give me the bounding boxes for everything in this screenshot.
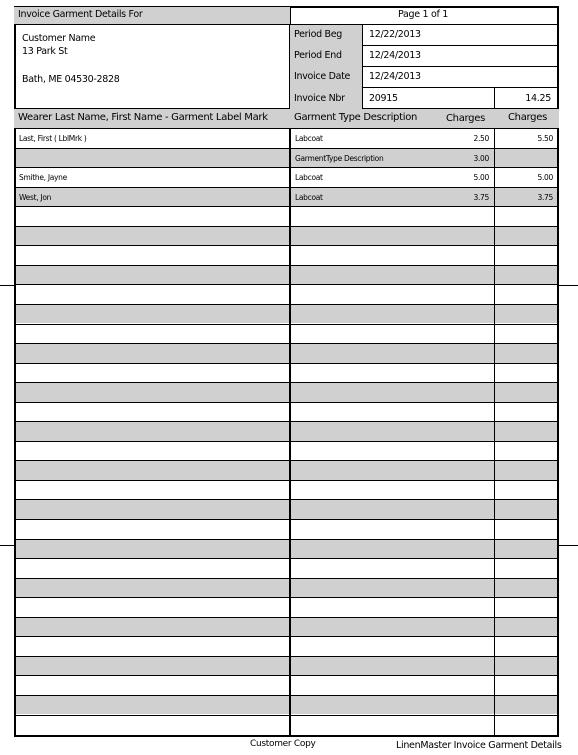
customer-copy-label: Customer Copy bbox=[250, 739, 316, 749]
invoice-nbr-value: 20915 bbox=[369, 93, 398, 104]
period-end-label: Period End bbox=[294, 50, 342, 61]
section-title: Invoice Garment Details For bbox=[18, 9, 143, 20]
row-2-garment: GarmentType Description bbox=[295, 154, 384, 163]
period-end-value: 12/24/2013 bbox=[369, 50, 421, 61]
fold-mark bbox=[559, 545, 578, 546]
page-label: Page 1 of 1 bbox=[398, 9, 449, 20]
fold-mark bbox=[0, 285, 14, 286]
row-4-wearer: West, Jon bbox=[19, 193, 52, 202]
row-1-wearer: Last, First ( LblMrk ) bbox=[19, 134, 87, 143]
column-charges-total: Charges bbox=[508, 112, 547, 123]
period-beg-value: 12/22/2013 bbox=[369, 29, 421, 40]
column-wearer: Wearer Last Name, First Name - Garment Label Mark bbox=[18, 112, 268, 123]
fold-mark bbox=[0, 545, 14, 546]
invoice-date-label: Invoice Date bbox=[294, 71, 351, 82]
row-3-garment: Labcoat bbox=[295, 173, 323, 182]
row-1-charge: 2.50 bbox=[473, 134, 489, 143]
invoice-total: 14.25 bbox=[525, 93, 551, 104]
row-4-total: 3.75 bbox=[537, 193, 553, 202]
invoice-date-value: 12/24/2013 bbox=[369, 71, 421, 82]
row-2-charge: 3.00 bbox=[473, 154, 489, 163]
customer-city: Bath, ME 04530-2828 bbox=[22, 74, 120, 85]
row-3-charge: 5.00 bbox=[473, 173, 489, 182]
report-title: LinenMaster Invoice Garment Details bbox=[396, 740, 562, 751]
column-garment: Garment Type Description bbox=[294, 112, 418, 123]
row-4-charge: 3.75 bbox=[473, 193, 489, 202]
row-3-total: 5.00 bbox=[537, 173, 553, 182]
column-charges: Charges bbox=[446, 113, 485, 124]
row-4-garment: Labcoat bbox=[295, 193, 323, 202]
period-beg-label: Period Beg bbox=[294, 29, 343, 40]
fold-mark bbox=[559, 285, 578, 286]
row-3-wearer: Smithe, Jayne bbox=[19, 173, 67, 182]
row-1-garment: Labcoat bbox=[295, 134, 323, 143]
column-divider bbox=[362, 24, 363, 109]
customer-street: 13 Park St bbox=[22, 46, 68, 57]
customer-name: Customer Name bbox=[22, 33, 96, 44]
row-1-total: 5.50 bbox=[537, 134, 553, 143]
column-divider bbox=[494, 87, 495, 737]
invoice-nbr-label: Invoice Nbr bbox=[294, 93, 345, 104]
